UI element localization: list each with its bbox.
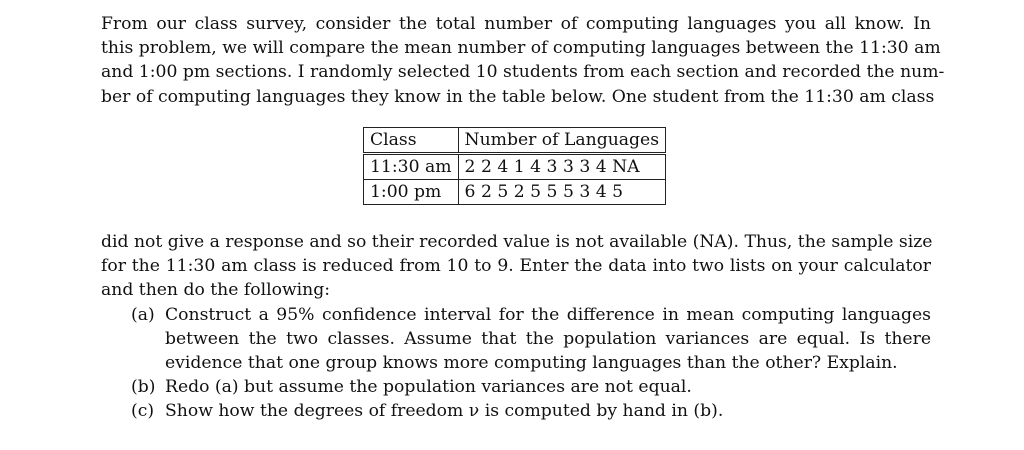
item-line: evidence that one group knows more computing languages than the other? Explain. xyxy=(165,353,898,374)
item-marker: (a) xyxy=(131,304,155,325)
list-item xyxy=(101,375,931,399)
table-row xyxy=(364,154,666,180)
intro-line: and 1:00 pm sections. I randomly selected 10 students from each section and recorded the num- xyxy=(101,62,945,83)
intro-paragraph xyxy=(101,12,945,109)
continuation-block xyxy=(101,230,931,424)
class-cell: 1:00 pm xyxy=(364,180,459,205)
continuation-line: and then do the following: xyxy=(101,280,331,301)
item-body xyxy=(165,399,931,423)
item-line: Construct a 95% confidence interval for the difference in mean computing languages xyxy=(165,304,931,325)
item-body xyxy=(165,303,931,376)
problem-text xyxy=(101,12,945,422)
task-list xyxy=(101,303,931,424)
values-cell: 6 2 5 2 5 5 5 3 4 5 xyxy=(458,180,665,205)
header-number-of-languages: Number of Languages xyxy=(458,128,665,154)
item-line: Redo (a) but assume the population variances are not equal. xyxy=(165,377,692,398)
languages-table-wrapper xyxy=(363,127,666,205)
header-class: Class xyxy=(364,128,459,154)
languages-table xyxy=(363,127,666,205)
class-cell: 11:30 am xyxy=(364,154,459,180)
continuation-line: for the 11:30 am class is reduced from 10 to 9. Enter the data into two lists on your calculator xyxy=(101,256,931,277)
intro-line: this problem, we will compare the mean number of computing languages between the 11:30 am xyxy=(101,38,941,59)
continuation-paragraph xyxy=(101,230,931,303)
intro-line: ber of computing languages they know in the table below. One student from the 11:30 am class xyxy=(101,86,935,107)
continuation-line: did not give a response and so their recorded value is not available (NA). Thus, the sample size xyxy=(101,232,933,252)
item-marker: (c) xyxy=(131,401,155,422)
table-header-row xyxy=(364,128,666,154)
item-line: between the two classes. Assume that the population variances are equal. Is there xyxy=(165,328,931,349)
intro-line: From our class survey, consider the total number of computing languages you all know. In xyxy=(101,14,931,34)
item-marker: (b) xyxy=(131,377,156,398)
list-item xyxy=(101,399,931,423)
list-item xyxy=(101,303,931,376)
table-row xyxy=(364,180,666,205)
item-body xyxy=(165,375,931,399)
values-cell: 2 2 4 1 4 3 3 3 4 NA xyxy=(458,154,665,180)
item-line: Show how the degrees of freedom ν is computed by hand in (b). xyxy=(165,401,724,422)
